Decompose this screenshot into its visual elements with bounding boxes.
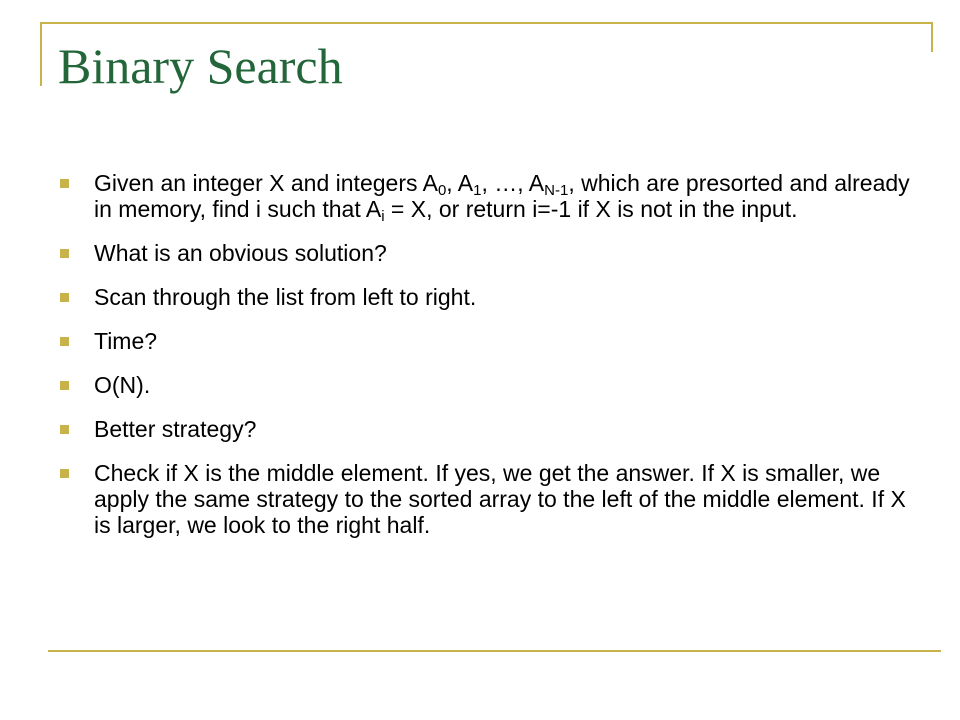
slide-title: Binary Search xyxy=(58,38,343,94)
frame-top-rule xyxy=(40,22,933,24)
square-bullet-icon xyxy=(60,249,69,258)
bullet-item-scan xyxy=(60,284,910,310)
bullet-text: Given an integer X and integers $A_0$, $A_1$, …, $A_{N-1}$, which are presorted and already in memory, find i such that $A_i = X$, or return i=-1 if X is not in the input. xyxy=(94,170,910,225)
bullet-text: Time? xyxy=(94,328,158,354)
bullet-item-better-strategy xyxy=(60,416,910,442)
frame-right-rule xyxy=(931,22,933,52)
bullet-list xyxy=(60,170,910,556)
bullet-text: O(N). xyxy=(94,372,151,398)
bullet-item-complexity xyxy=(60,372,910,398)
bullet-text: Check if X is the middle element. If yes, we get the answer. If X is smaller, we apply the same strategy to the sorted array to the left of the middle element. If X is larger, we look to the right half. xyxy=(94,460,906,538)
square-bullet-icon xyxy=(60,425,69,434)
frame-bottom-rule xyxy=(48,650,941,652)
square-bullet-icon xyxy=(60,337,69,346)
bullet-item-obvious-solution xyxy=(60,240,910,266)
bullet-text: Scan through the list from left to right. xyxy=(94,284,477,310)
square-bullet-icon xyxy=(60,179,69,188)
square-bullet-icon xyxy=(60,469,69,478)
bullet-item-time xyxy=(60,328,910,354)
bullet-item-problem xyxy=(60,170,910,225)
square-bullet-icon xyxy=(60,381,69,390)
bullet-text: Better strategy? xyxy=(94,416,257,442)
square-bullet-icon xyxy=(60,293,69,302)
frame-left-rule xyxy=(40,22,42,86)
bullet-item-middle-check xyxy=(60,460,910,538)
bullet-text: What is an obvious solution? xyxy=(94,240,387,266)
